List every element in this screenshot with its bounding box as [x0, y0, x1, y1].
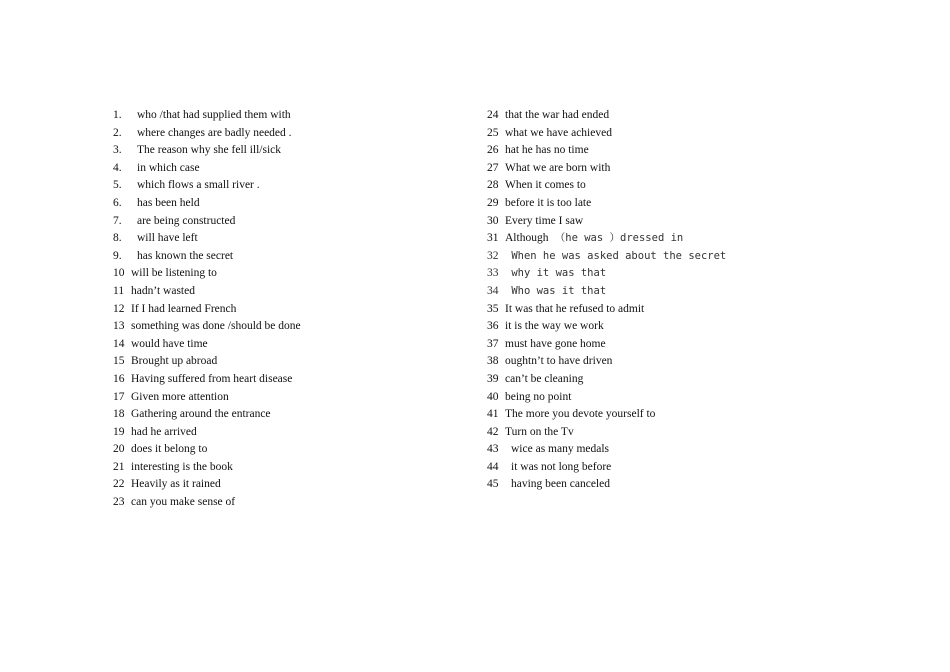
answer-item — [113, 301, 443, 319]
item-answer: interesting is the book — [131, 460, 233, 473]
item-number: 28 — [487, 179, 499, 192]
answer-item — [113, 125, 443, 143]
item-number: 24 — [487, 109, 499, 121]
answer-item — [113, 177, 443, 195]
answer-item — [113, 142, 443, 160]
item-number: 42 — [487, 425, 499, 438]
item-answer: will be listening to — [131, 267, 217, 280]
answer-item — [487, 476, 817, 494]
item-answer: wice as many medals — [511, 443, 610, 456]
item-number: 43 — [487, 443, 499, 456]
item-answer: had he arrived — [131, 425, 197, 438]
answer-item — [113, 371, 443, 389]
item-number: 35 — [487, 302, 499, 315]
answer-item — [487, 371, 817, 389]
item-number: 7. — [113, 214, 122, 227]
item-answer: in which case — [137, 161, 200, 174]
item-number: 11 — [113, 284, 125, 297]
answer-item — [487, 107, 817, 125]
item-answer-suffix: （he was ）dressed in — [548, 232, 684, 245]
answer-item — [113, 476, 443, 494]
answer-item — [487, 248, 817, 266]
item-number: 41 — [487, 408, 499, 421]
item-answer: Heavily as it rained — [131, 478, 221, 491]
answer-item — [487, 406, 817, 424]
item-answer: Every time I saw — [505, 214, 584, 227]
item-number: 3. — [113, 144, 122, 157]
answer-item — [113, 213, 443, 231]
item-answer: Given more attention — [131, 390, 229, 403]
answer-item — [487, 301, 817, 319]
answer-item — [113, 265, 443, 283]
item-answer: Who was it that — [505, 284, 607, 297]
item-number: 14 — [113, 337, 125, 350]
item-answer: has known the secret — [137, 249, 234, 262]
answer-item — [113, 353, 443, 371]
answer-item — [487, 353, 817, 371]
answer-item — [487, 177, 817, 195]
item-answer: What we are born with — [505, 161, 611, 174]
answer-item — [487, 424, 817, 442]
answer-item — [487, 389, 817, 407]
item-answer: If I had learned French — [131, 302, 237, 315]
answer-item — [113, 336, 443, 354]
item-answer: it is the way we work — [505, 320, 604, 333]
item-number: 4. — [113, 161, 122, 174]
answer-item — [487, 160, 817, 178]
answer-item — [487, 441, 817, 459]
answer-item — [487, 336, 817, 354]
item-answer: that the war had ended — [505, 109, 610, 121]
item-number: 32 — [487, 249, 499, 262]
item-answer: Gathering around the entrance — [131, 408, 271, 421]
answer-item — [113, 107, 443, 125]
answer-item — [487, 318, 817, 336]
answer-item — [487, 125, 817, 143]
item-number: 34 — [487, 284, 499, 297]
item-answer: which flows a small river . — [137, 179, 260, 192]
answer-list-right — [487, 107, 817, 494]
item-number: 33 — [487, 267, 499, 280]
item-number: 9. — [113, 249, 122, 262]
item-number: 36 — [487, 320, 499, 333]
item-number: 30 — [487, 214, 499, 227]
answer-item — [113, 494, 443, 512]
answer-item — [113, 424, 443, 442]
answer-item — [113, 195, 443, 213]
answer-item — [113, 406, 443, 424]
item-answer: are being constructed — [137, 214, 236, 227]
item-answer: has been held — [137, 196, 200, 209]
item-answer: would have time — [131, 337, 208, 350]
answer-item — [487, 230, 817, 248]
answer-item — [487, 459, 817, 477]
item-answer: It was that he refused to admit — [505, 302, 645, 315]
item-answer: it was not long before — [511, 460, 612, 473]
item-number: 12 — [113, 302, 125, 315]
item-answer: having been canceled — [511, 478, 610, 491]
item-answer: why it was that — [505, 267, 607, 280]
answer-list-left — [113, 107, 443, 512]
item-number: 45 — [487, 478, 499, 491]
item-number: 38 — [487, 355, 499, 368]
item-answer: oughtn’t to have driven — [505, 355, 613, 368]
item-number: 26 — [487, 144, 499, 157]
answer-item — [113, 441, 443, 459]
item-number: 44 — [487, 460, 499, 473]
item-answer: When it comes to — [505, 179, 586, 192]
item-number: 10 — [113, 267, 125, 280]
item-number: 15 — [113, 355, 125, 368]
item-number: 27 — [487, 161, 499, 174]
answer-item — [487, 265, 817, 283]
item-answer: Brought up abroad — [131, 355, 218, 368]
item-number: 37 — [487, 337, 499, 350]
item-answer: must have gone home — [505, 337, 606, 350]
item-answer: hat he has no time — [505, 144, 589, 157]
answer-item — [487, 283, 817, 301]
answer-item — [113, 230, 443, 248]
item-answer: hadn’t wasted — [131, 284, 195, 297]
answer-item — [113, 248, 443, 266]
item-number: 13 — [113, 320, 125, 333]
item-answer: where changes are badly needed . — [137, 126, 292, 139]
item-number: 2. — [113, 126, 122, 139]
answer-item — [113, 160, 443, 178]
item-number: 21 — [113, 460, 125, 473]
item-answer: can’t be cleaning — [505, 372, 584, 385]
item-answer: The more you devote yourself to — [505, 408, 656, 421]
item-number: 8. — [113, 232, 122, 245]
item-answer: before it is too late — [505, 196, 592, 209]
item-number: 19 — [113, 425, 125, 438]
item-number: 18 — [113, 408, 125, 421]
item-answer: being no point — [505, 390, 572, 403]
item-answer: The reason why she fell ill/sick — [137, 144, 282, 157]
item-answer: who /that had supplied them with — [137, 109, 291, 121]
item-number: 31 — [487, 232, 499, 245]
item-answer: Turn on the Tv — [505, 425, 574, 438]
item-number: 23 — [113, 496, 125, 509]
item-answer: what we have achieved — [505, 126, 612, 139]
answer-item — [487, 195, 817, 213]
answer-item — [487, 213, 817, 231]
item-number: 20 — [113, 443, 125, 456]
item-answer: When he was asked about the secret — [505, 249, 727, 262]
item-answer: Although — [505, 232, 549, 245]
item-answer: will have left — [137, 232, 198, 245]
item-number: 5. — [113, 179, 122, 192]
answer-item — [113, 389, 443, 407]
item-answer: does it belong to — [131, 443, 208, 456]
item-number: 22 — [113, 478, 125, 491]
item-number: 16 — [113, 372, 125, 385]
item-number: 29 — [487, 196, 499, 209]
answer-item — [113, 283, 443, 301]
answer-item — [487, 142, 817, 160]
item-number: 25 — [487, 126, 499, 139]
item-number: 39 — [487, 372, 499, 385]
item-answer: can you make sense of — [131, 496, 236, 509]
item-answer: something was done /should be done — [131, 320, 301, 333]
item-number: 40 — [487, 390, 499, 403]
item-number: 17 — [113, 390, 125, 403]
item-number: 1. — [113, 109, 122, 121]
item-answer: Having suffered from heart disease — [131, 372, 293, 385]
answer-item — [113, 459, 443, 477]
item-number: 6. — [113, 196, 122, 209]
answer-item — [113, 318, 443, 336]
